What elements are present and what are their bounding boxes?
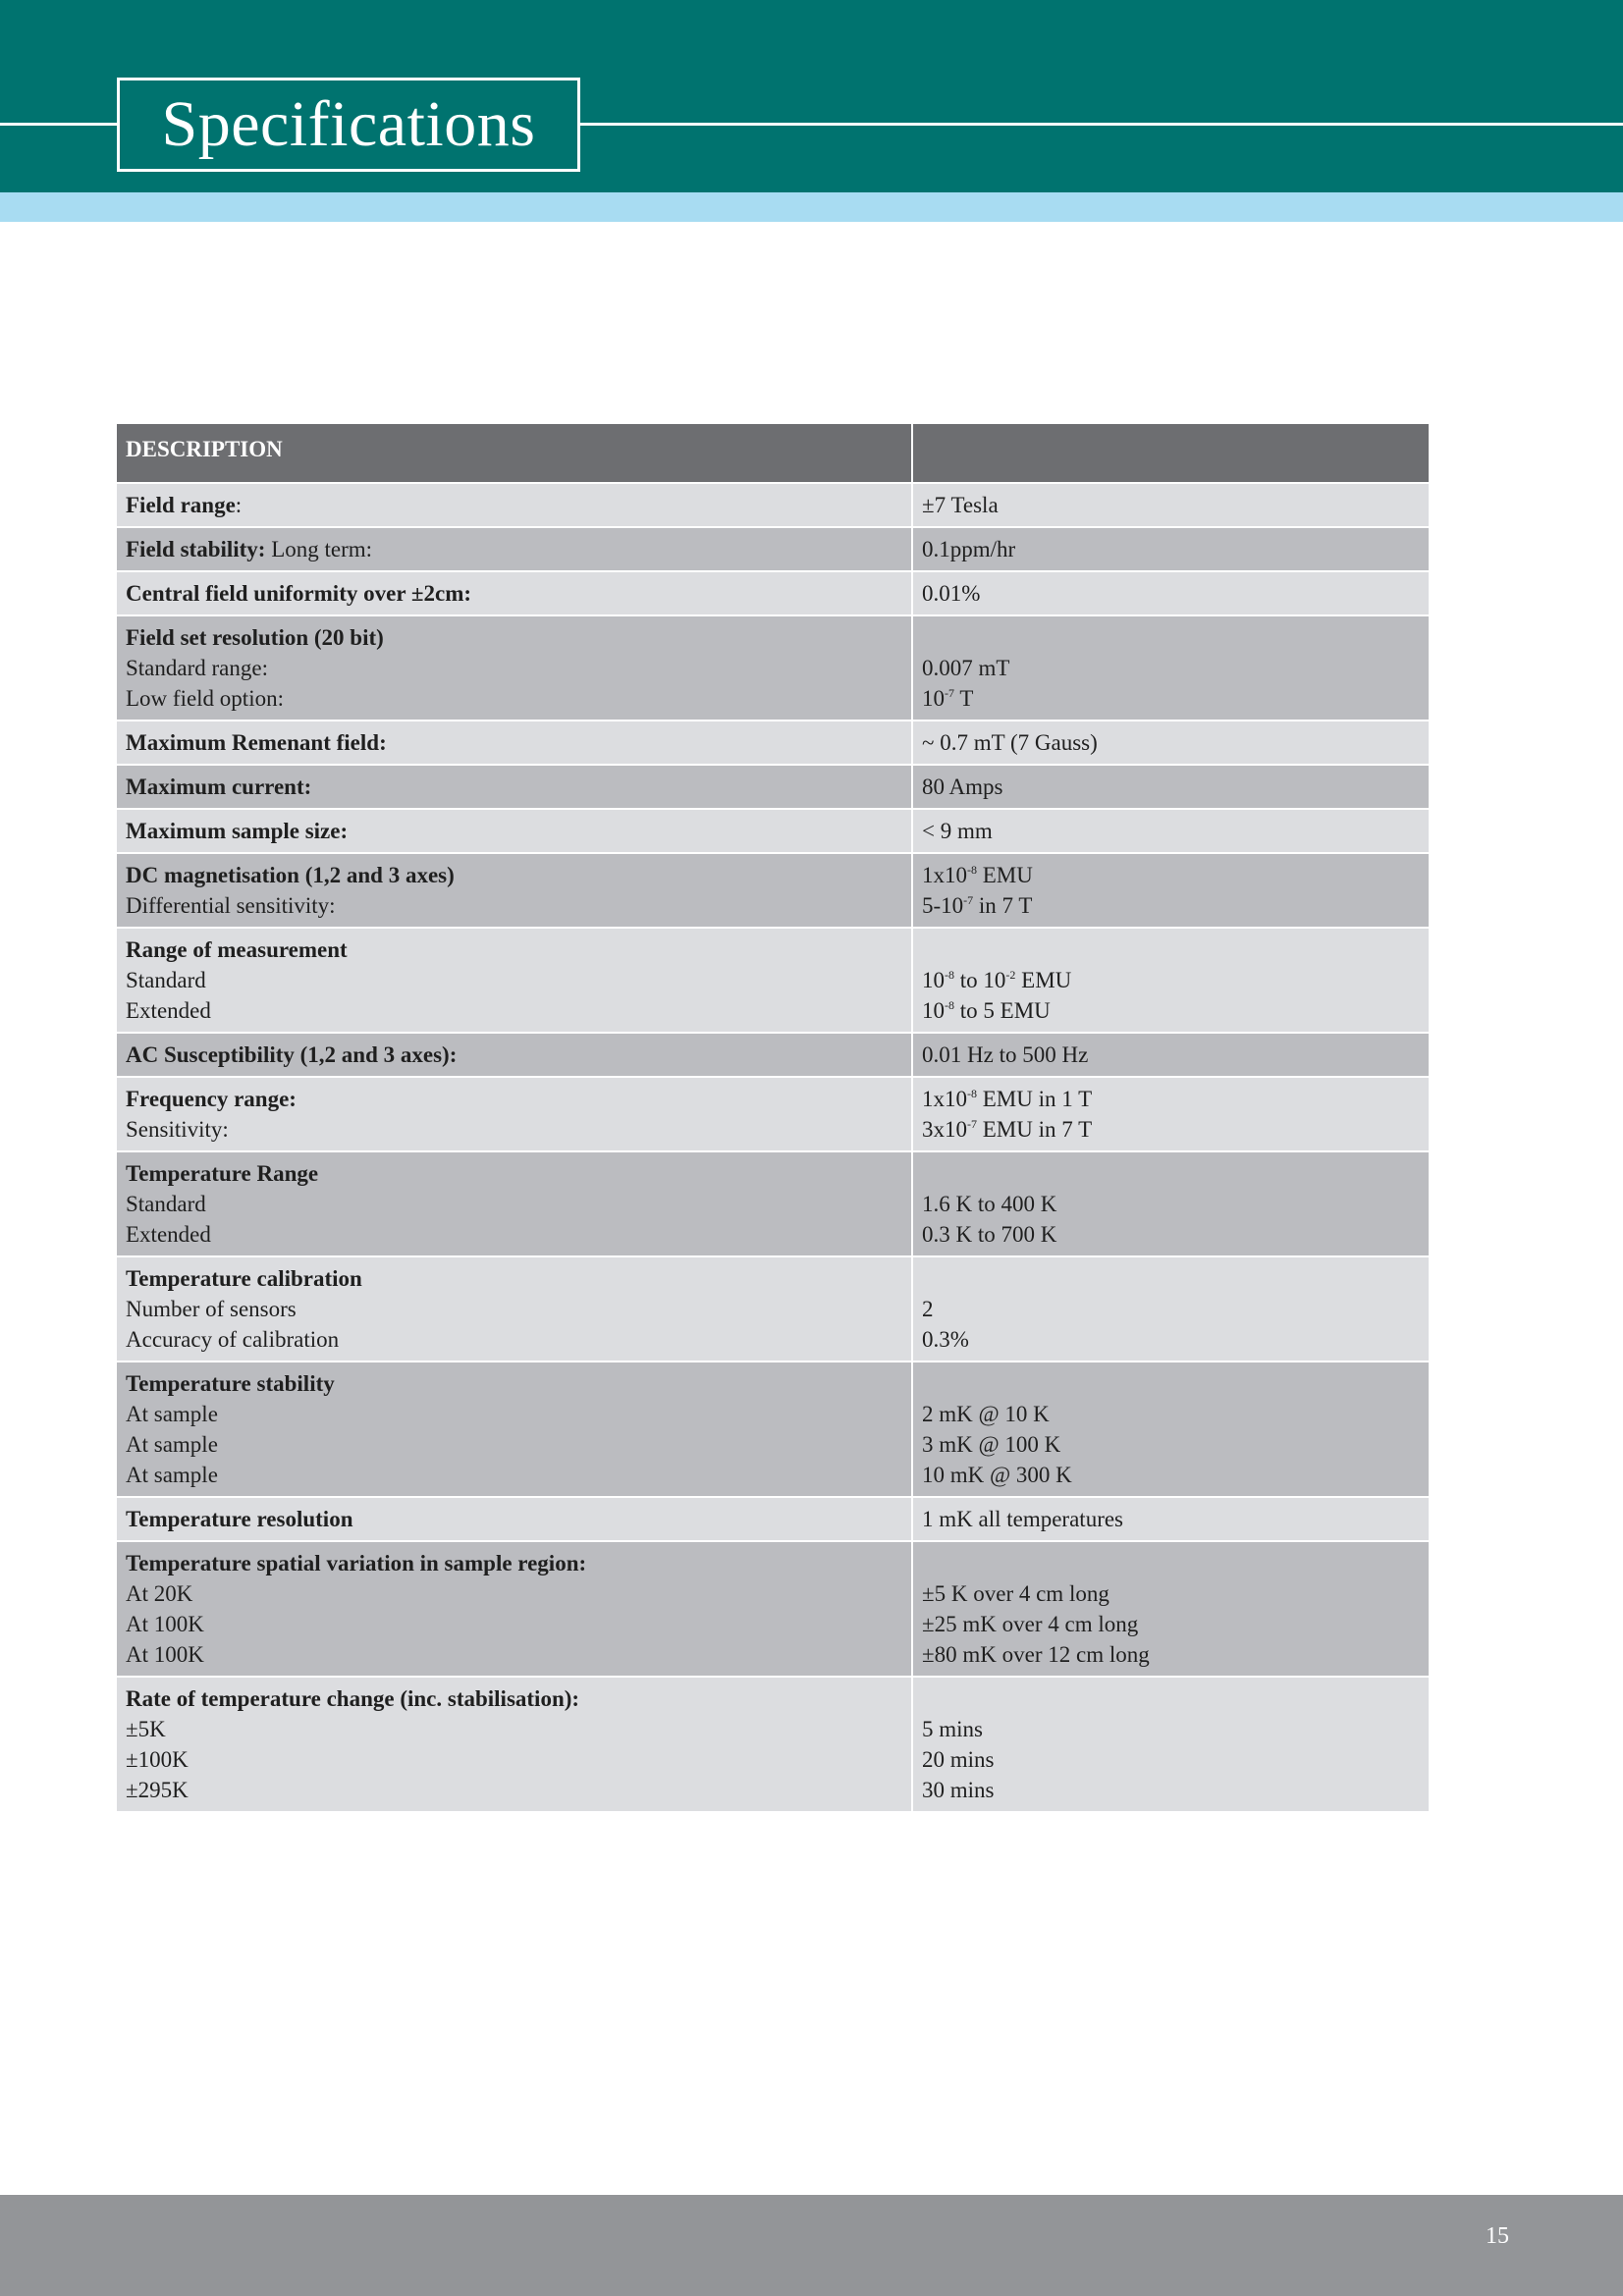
spec-label-bold: AC Susceptibility (1,2 and 3 axes): (126, 1042, 458, 1067)
spec-label-line (126, 1714, 902, 1744)
table-row (116, 1077, 1430, 1151)
spec-value-line: 3 mK @ 100 K (922, 1432, 1061, 1457)
table-row (116, 1677, 1430, 1812)
spec-label-line (126, 816, 902, 846)
spec-label-bold: Rate of temperature change (inc. stabilisation): (126, 1686, 580, 1711)
spec-label-bold: Frequency range: (126, 1087, 297, 1111)
spec-label-line (126, 890, 902, 921)
spec-value-line: ±5 K over 4 cm long (922, 1581, 1109, 1606)
spec-value-line (922, 1368, 1420, 1399)
spec-value-line (922, 1158, 1420, 1189)
spec-value-cell (912, 1256, 1430, 1362)
table-row (116, 527, 1430, 571)
spec-value-line (922, 622, 1420, 653)
table-row (116, 1256, 1430, 1362)
spec-value-cell (912, 1151, 1430, 1256)
spec-value-line: 1.6 K to 400 K (922, 1192, 1057, 1216)
spec-value-line: ±25 mK over 4 cm long (922, 1612, 1139, 1636)
spec-value-line: 10 mK @ 300 K (922, 1463, 1072, 1487)
spec-label-line (126, 1263, 902, 1294)
spec-label-line (126, 1744, 902, 1775)
spec-label-line (126, 1460, 902, 1490)
spec-value-line: 5 mins (922, 1717, 983, 1741)
spec-label-line (126, 1114, 902, 1145)
spec-value-line: ±7 Tesla (922, 493, 999, 517)
spec-label-line (126, 653, 902, 683)
spec-value-line: $10^{-8}$ to 5 EMU (922, 998, 1051, 1023)
specifications-table (115, 422, 1431, 1813)
spec-label-line (126, 1578, 902, 1609)
spec-label-cell (116, 1541, 912, 1677)
spec-value-line: < 9 mm (922, 819, 993, 843)
spec-label-bold: Maximum current: (126, 774, 312, 799)
spec-label-line (126, 934, 902, 965)
spec-label-line (126, 772, 902, 802)
spec-value-line: 0.1ppm/hr (922, 537, 1016, 561)
spec-label-cell (116, 928, 912, 1033)
spec-label-text: Differential sensitivity: (126, 893, 336, 918)
spec-label-cell (116, 853, 912, 928)
spec-value-cell (912, 1362, 1430, 1497)
spec-label-line (126, 1294, 902, 1324)
spec-label-bold: Field set resolution (20 bit) (126, 625, 384, 650)
spec-label-cell (116, 1497, 912, 1541)
spec-value-cell (912, 1677, 1430, 1812)
spec-label-text: At 20K (126, 1581, 193, 1606)
spec-value-line: ~ 0.7 mT (7 Gauss) (922, 730, 1098, 755)
spec-value-line: 0.3 K to 700 K (922, 1222, 1057, 1247)
spec-label-text: Standard (126, 1192, 206, 1216)
spec-label-cell (116, 483, 912, 527)
spec-value-line (922, 934, 1420, 965)
table-body (116, 483, 1430, 1812)
table-row (116, 1033, 1430, 1077)
spec-value-cell (912, 571, 1430, 615)
spec-label-line (126, 490, 902, 520)
spec-label-bold: Central field uniformity over ±2cm: (126, 581, 472, 606)
spec-value-line (922, 1263, 1420, 1294)
spec-value-line (922, 1683, 1420, 1714)
spec-label-line (126, 1189, 902, 1219)
spec-label-bold: Temperature calibration (126, 1266, 362, 1291)
spec-label-line (126, 1324, 902, 1355)
spec-value-line: 2 mK @ 10 K (922, 1402, 1050, 1426)
table-row (116, 1151, 1430, 1256)
spec-label-cell (116, 615, 912, 721)
spec-label-line (126, 1040, 902, 1070)
spec-label-line (126, 860, 902, 890)
spec-label-cell (116, 1256, 912, 1362)
spec-label-line (126, 534, 902, 564)
spec-label-bold: DC magnetisation (1,2 and 3 axes) (126, 863, 455, 887)
spec-value-line: 20 mins (922, 1747, 995, 1772)
spec-value-cell (912, 615, 1430, 721)
spec-label-line (126, 1548, 902, 1578)
spec-label-text: Sensitivity: (126, 1117, 229, 1142)
table-row (116, 809, 1430, 853)
column-header-value (912, 423, 1430, 483)
spec-label-line (126, 1775, 902, 1805)
spec-value-cell (912, 809, 1430, 853)
spec-label-text: At 100K (126, 1642, 204, 1667)
spec-value-cell (912, 765, 1430, 809)
spec-label-text: ±5K (126, 1717, 166, 1741)
spec-label-text: Accuracy of calibration (126, 1327, 340, 1352)
table-row (116, 615, 1430, 721)
spec-label-cell (116, 765, 912, 809)
spec-label-text: At 100K (126, 1612, 204, 1636)
table-row (116, 721, 1430, 765)
spec-label-line (126, 622, 902, 653)
spec-label-cell (116, 1677, 912, 1812)
spec-value-line: $10^{-8}$ to $10^{-2}$ EMU (922, 968, 1072, 992)
spec-label-line (126, 727, 902, 758)
spec-value-line: 0.01 Hz to 500 Hz (922, 1042, 1089, 1067)
spec-label-line (126, 683, 902, 714)
table-row (116, 1362, 1430, 1497)
spec-value-line: $1x10^{-8}$ EMU in 1 T (922, 1087, 1093, 1111)
spec-value-line: 0.3% (922, 1327, 969, 1352)
spec-label-text: ±295K (126, 1778, 189, 1802)
page-title: Specifications (161, 88, 536, 160)
spec-label-bold: Temperature stability (126, 1371, 335, 1396)
table-row (116, 765, 1430, 809)
spec-value-cell (912, 1541, 1430, 1677)
spec-value-line: 2 (922, 1297, 934, 1321)
spec-label-text: Standard range: (126, 656, 268, 680)
spec-value-cell (912, 928, 1430, 1033)
spec-value-line (922, 1548, 1420, 1578)
column-header-description: DESCRIPTION (116, 423, 912, 483)
spec-label-cell (116, 809, 912, 853)
spec-label-cell (116, 1151, 912, 1256)
table-header-row (116, 423, 1430, 483)
spec-label-cell (116, 571, 912, 615)
table-row (116, 571, 1430, 615)
table-row (116, 1497, 1430, 1541)
spec-value-line: $1x10^{-8}$ EMU (922, 863, 1033, 887)
spec-label-cell (116, 527, 912, 571)
spec-label-bold: Range of measurement (126, 937, 348, 962)
spec-value-line: ±80 mK over 12 cm long (922, 1642, 1150, 1667)
title-box (117, 78, 580, 172)
spec-value-line: $5-10^{-7}$ in 7 T (922, 893, 1033, 918)
spec-label-bold: Maximum sample size: (126, 819, 349, 843)
spec-label-text: Number of sensors (126, 1297, 297, 1321)
spec-label-text: At sample (126, 1432, 218, 1457)
spec-label-line (126, 1429, 902, 1460)
spec-label-cell (116, 1077, 912, 1151)
table-row (116, 853, 1430, 928)
spec-value-cell (912, 853, 1430, 928)
spec-label-line (126, 995, 902, 1026)
spec-label-text: Long term: (265, 537, 373, 561)
header-accent-band (0, 192, 1623, 222)
spec-value-cell (912, 483, 1430, 527)
spec-label-line (126, 1158, 902, 1189)
spec-value-line: 0.01% (922, 581, 981, 606)
spec-label-line (126, 1683, 902, 1714)
spec-value-cell (912, 1497, 1430, 1541)
spec-value-cell (912, 721, 1430, 765)
spec-value-line: 30 mins (922, 1778, 995, 1802)
spec-label-cell (116, 1362, 912, 1497)
spec-label-text: At sample (126, 1463, 218, 1487)
spec-label-text: : (235, 493, 243, 517)
spec-value-cell (912, 527, 1430, 571)
table-row (116, 928, 1430, 1033)
spec-value-line: $10^{-7}$ T (922, 686, 974, 711)
spec-label-line (126, 1368, 902, 1399)
spec-label-bold: Temperature Range (126, 1161, 319, 1186)
spec-label-line (126, 1639, 902, 1670)
spec-label-line (126, 578, 902, 609)
spec-label-line (126, 1219, 902, 1250)
table-row (116, 1541, 1430, 1677)
spec-label-cell (116, 721, 912, 765)
spec-value-cell (912, 1033, 1430, 1077)
spec-label-bold: Temperature spatial variation in sample region: (126, 1551, 587, 1575)
spec-label-bold: Maximum Remenant field: (126, 730, 387, 755)
spec-label-text: Extended (126, 998, 211, 1023)
spec-label-line (126, 1084, 902, 1114)
spec-label-bold: Temperature resolution (126, 1507, 353, 1531)
spec-label-text: Low field option: (126, 686, 284, 711)
spec-label-text: Extended (126, 1222, 211, 1247)
table-row (116, 483, 1430, 527)
spec-label-text: ±100K (126, 1747, 189, 1772)
spec-label-line (126, 1399, 902, 1429)
spec-value-line: 80 Amps (922, 774, 1003, 799)
spec-value-line: 0.007 mT (922, 656, 1010, 680)
footer-band (0, 2195, 1623, 2296)
spec-label-line (126, 1504, 902, 1534)
spec-label-line (126, 1609, 902, 1639)
spec-label-text: Standard (126, 968, 206, 992)
page-number: 15 (1486, 2223, 1509, 2249)
spec-value-cell (912, 1077, 1430, 1151)
spec-label-text: At sample (126, 1402, 218, 1426)
spec-label-bold: Field range (126, 493, 236, 517)
spec-label-line (126, 965, 902, 995)
spec-label-bold: Field stability: (126, 537, 266, 561)
spec-label-cell (116, 1033, 912, 1077)
spec-value-line: 1 mK all temperatures (922, 1507, 1124, 1531)
spec-value-line: $3x10^{-7}$ EMU in 7 T (922, 1117, 1093, 1142)
